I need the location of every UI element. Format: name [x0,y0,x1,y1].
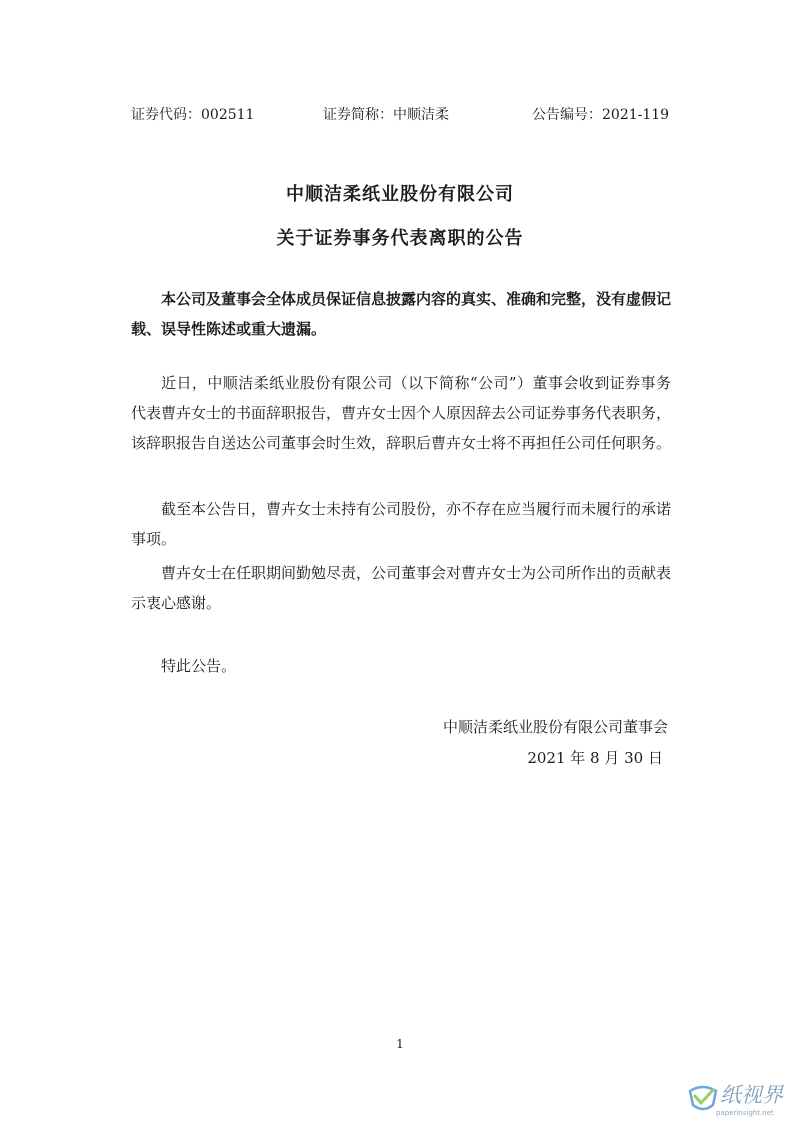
watermark [686,1077,790,1125]
board-statement: 本公司及董事会全体成员保证信息披露内容的真实、准确和完整，没有虚假记载、误导性陈述或重大遗漏。 [131,290,672,338]
body-paragraph-closing: 特此公告。 [161,657,237,675]
announcement-header [0,104,800,124]
body-paragraph-shareholding: 截至本公告日，曹卉女士未持有公司股份，亦不存在应当履行而未履行的承诺事项。 [131,500,672,548]
company-name-title: 中顺洁柔纸业股份有限公司 [286,184,514,205]
announcement-title: 关于证券事务代表离职的公告 [276,228,524,249]
body-paragraph-thanks: 曹卉女士在任职期间勤勉尽责，公司董事会对曹卉女士为公司所作出的贡献表示衷心感谢。 [131,564,672,612]
stock-code: 证券代码：002511 [131,107,255,123]
page-number: 1 [396,1037,404,1051]
paperinsight-logo-icon [686,1081,720,1115]
watermark-url: paperinsight.net [716,1109,774,1117]
announcement-number: 公告编号：2021-119 [532,107,670,123]
body-paragraph-resignation: 近日，中顺洁柔纸业股份有限公司（以下简称“公司”）董事会收到证券事务代表曹卉女士的书面辞职报告，曹卉女士因个人原因辞去公司证券事务代表职务，该辞职报告自送达公司董事会时生效，辞职后曹卉女士将不再担任公司任何职务。 [131,374,672,452]
watermark-text: 纸视界 [720,1083,783,1107]
signature-board: 中顺洁柔纸业股份有限公司董事会 [442,718,668,736]
stock-abbreviation: 证券简称：中顺洁柔 [323,107,449,123]
signature-date: 2021 年 8 月 30 日 [527,749,663,767]
